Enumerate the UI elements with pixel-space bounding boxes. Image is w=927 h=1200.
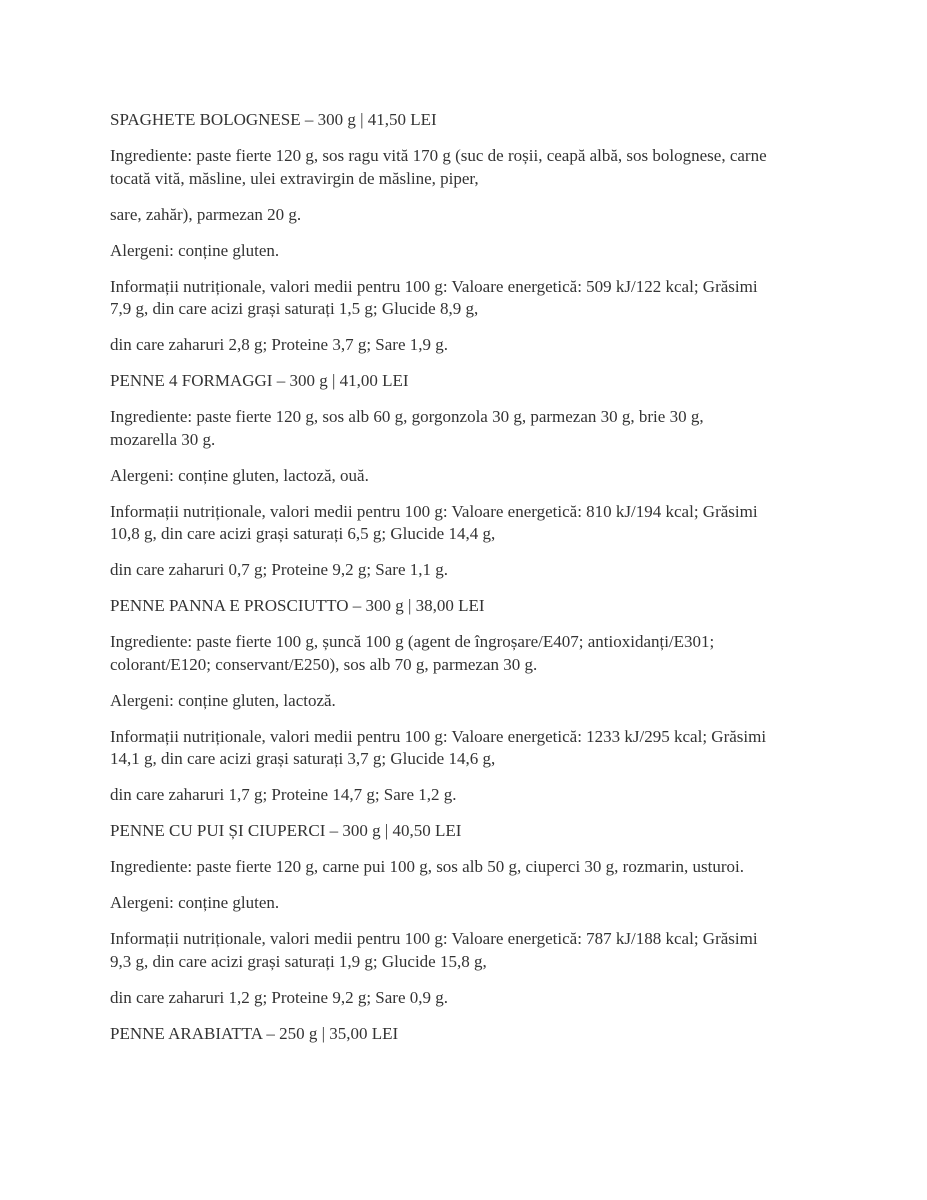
ingredients-line: tocată vită, măsline, ulei extravirgin de măsline, piper, [110, 168, 479, 188]
nutrition-line: 14,1 g, din care acizi grași saturați 3,7 g; Glucide 14,6 g, [110, 749, 496, 769]
nutrition-paragraph [110, 276, 826, 321]
dish-title: PENNE CU PUI ȘI CIUPERCI – 300 g | 40,50 LEI [110, 821, 462, 841]
ingredients-line: mozarella 30 g. [110, 429, 216, 449]
menu-content [110, 109, 826, 1059]
ingredients-paragraph [110, 631, 826, 676]
nutrition-line: Informații nutriționale, valori medii pentru 100 g: Valoare energetică: 810 kJ/194 kcal; Grăsimi [110, 501, 758, 521]
allergens-paragraph: Alergeni: conține gluten, lactoză. [110, 690, 336, 710]
ingredients-line: Ingrediente: paste fierte 100 g, șuncă 100 g (agent de îngroșare/E407; antioxidanți/E301; [110, 632, 715, 652]
allergens-paragraph: Alergeni: conține gluten, lactoză, ouă. [110, 465, 369, 485]
nutrition-paragraph [110, 501, 826, 546]
ingredients-line: Ingrediente: paste fierte 120 g, sos alb 60 g, gorgonzola 30 g, parmezan 30 g, brie 30 g, [110, 407, 704, 427]
nutrition-line: 10,8 g, din care acizi grași saturați 6,5 g; Glucide 14,4 g, [110, 524, 496, 544]
dish-title: PENNE PANNA E PROSCIUTTO – 300 g | 38,00 LEI [110, 596, 485, 616]
ingredients-line: Ingrediente: paste fierte 120 g, carne pui 100 g, sos alb 50 g, ciuperci 30 g, rozmarin, usturoi. [110, 857, 745, 877]
allergens-paragraph: Alergeni: conține gluten. [110, 893, 280, 913]
ingredients-line: colorant/E120; conservant/E250), sos alb 70 g, parmezan 30 g. [110, 654, 538, 674]
nutrition-continuation: din care zaharuri 2,8 g; Proteine 3,7 g; Sare 1,9 g. [110, 335, 449, 355]
nutrition-paragraph [110, 928, 826, 973]
ingredients-paragraph [110, 406, 826, 451]
ingredients-paragraph [110, 145, 826, 190]
nutrition-line: Informații nutriționale, valori medii pentru 100 g: Valoare energetică: 509 kJ/122 kcal; Grăsimi [110, 276, 758, 296]
nutrition-paragraph [110, 726, 826, 771]
nutrition-continuation: din care zaharuri 1,2 g; Proteine 9,2 g; Sare 0,9 g. [110, 987, 449, 1007]
ingredients-paragraph [110, 856, 826, 879]
ingredients-continuation: sare, zahăr), parmezan 20 g. [110, 204, 302, 224]
dish-title: PENNE ARABIATTA – 250 g | 35,00 LEI [110, 1023, 399, 1043]
dish-title: SPAGHETE BOLOGNESE – 300 g | 41,50 LEI [110, 110, 437, 129]
nutrition-line: 7,9 g, din care acizi grași saturați 1,5 g; Glucide 8,9 g, [110, 299, 479, 319]
nutrition-line: 9,3 g, din care acizi grași saturați 1,9 g; Glucide 15,8 g, [110, 951, 487, 971]
nutrition-line: Informații nutriționale, valori medii pentru 100 g: Valoare energetică: 1233 kJ/295 kcal; Grăsimi [110, 726, 767, 746]
dish-title: PENNE 4 FORMAGGI – 300 g | 41,00 LEI [110, 371, 409, 391]
nutrition-continuation: din care zaharuri 1,7 g; Proteine 14,7 g; Sare 1,2 g. [110, 785, 457, 805]
nutrition-line: Informații nutriționale, valori medii pentru 100 g: Valoare energetică: 787 kJ/188 kcal; Grăsimi [110, 929, 758, 949]
ingredients-line: Ingrediente: paste fierte 120 g, sos ragu vită 170 g (suc de roșii, ceapă albă, sos bolognese, carne [110, 145, 767, 165]
nutrition-continuation: din care zaharuri 0,7 g; Proteine 9,2 g; Sare 1,1 g. [110, 560, 449, 580]
allergens-paragraph: Alergeni: conține gluten. [110, 240, 280, 260]
